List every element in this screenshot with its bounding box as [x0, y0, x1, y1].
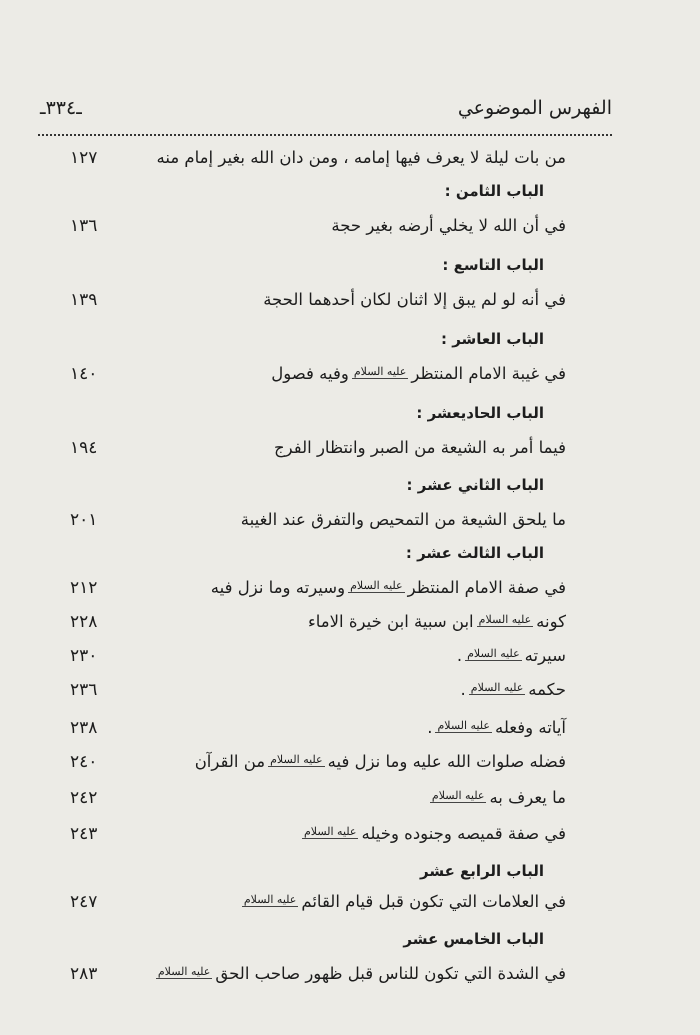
entry-main-text: الباب الثامن : [444, 182, 544, 200]
chapter-heading [0, 178, 700, 212]
index-entry [0, 360, 700, 394]
entry-main-text: في صفة الامام المنتظر [407, 578, 566, 597]
entry-page-number: ١٤٠ [70, 364, 98, 384]
entry-main-text: في صفة قميصه وجنوده وخيله [361, 824, 566, 843]
index-entry [0, 506, 700, 540]
entry-page-number: ٢٤٢ [70, 788, 98, 808]
entry-main-text: الباب الحاديعشر : [416, 404, 544, 422]
chapter-heading [0, 472, 700, 506]
entry-tail-text: . [460, 680, 466, 699]
index-entry [0, 608, 700, 642]
entry-page-number: ١٣٩ [70, 290, 98, 310]
entry-page-number: ٢٣٨ [70, 718, 98, 738]
entry-main-text: في غيبة الامام المنتظر [411, 364, 566, 383]
entry-tail-text: ابن سبية ابن خيرة الاماء [308, 612, 474, 631]
honorific-glyph: عليه السلام [303, 825, 357, 838]
honorific-glyph: عليه السلام [478, 613, 532, 626]
entry-page-number: ٢٣٠ [70, 646, 98, 666]
entry-text [461, 680, 566, 699]
chapter-heading [0, 400, 700, 434]
entry-tail-text: وسيرته وما نزل فيه [210, 578, 346, 597]
honorific-glyph: عليه السلام [157, 965, 211, 978]
index-entry [0, 144, 700, 178]
chapter-heading-text [407, 476, 544, 494]
entry-tail-text: من القرآن [194, 752, 266, 771]
honorific-glyph: عليه السلام [467, 647, 520, 660]
index-entry [0, 784, 700, 818]
entry-text [263, 290, 566, 309]
entry-text [271, 364, 566, 383]
chapter-heading [0, 326, 700, 360]
chapter-heading-text [442, 256, 544, 274]
chapter-heading-text [441, 330, 544, 348]
index-entry [0, 748, 700, 782]
entry-main-text: ما يلحق الشيعة من التمحيص والتفرق عند الغيبة [240, 510, 566, 529]
page-title: الفهرس الموضوعي [457, 97, 612, 119]
honorific-glyph: عليه السلام [437, 719, 490, 732]
entry-main-text: فيما أمر به الشيعة من الصبر وانتظار الفرج [274, 438, 566, 457]
entry-tail-text: . [427, 718, 433, 737]
entry-main-text: في الشدة التي تكون للناس قبل ظهور صاحب الحق [215, 964, 566, 983]
honorific-glyph: عليه السلام [350, 579, 403, 592]
chapter-heading [0, 540, 700, 574]
entry-page-number: ١٣٦ [70, 216, 98, 236]
entry-page-number: ١٢٧ [70, 148, 98, 168]
index-entry [0, 434, 700, 468]
entry-page-number: ٢٤٠ [70, 752, 98, 772]
entry-text [274, 438, 566, 457]
index-entry [0, 888, 700, 922]
entry-tail-text: وفيه فصول [271, 364, 349, 383]
chapter-heading-text [445, 182, 544, 200]
page-number: ـ٣٣٤ـ [40, 97, 82, 119]
entry-page-number: ٢٢٨ [70, 612, 98, 632]
entry-main-text: من بات ليلة لا يعرف فيها إمامه ، ومن دان الله بغير إمام منه [156, 148, 566, 167]
honorific-glyph: عليه السلام [431, 789, 485, 802]
index-entry [0, 960, 700, 994]
honorific-glyph: عليه السلام [270, 753, 323, 766]
entry-main-text: فضله صلوات الله عليه وما نزل فيه [327, 752, 566, 771]
entry-page-number: ٢٨٣ [70, 964, 98, 984]
entry-main-text: الباب الرابع عشر [419, 862, 544, 880]
index-entry [0, 676, 700, 710]
entry-main-text: في أنه لو لم يبق إلا اثنان لكان أحدهما الحجة [263, 290, 566, 309]
entry-text [457, 646, 566, 665]
honorific-glyph: عليه السلام [470, 681, 524, 694]
entry-text [299, 824, 566, 843]
chapter-heading [0, 926, 700, 960]
honorific-glyph: عليه السلام [353, 365, 407, 378]
entry-main-text: الباب الخامس عشر [403, 930, 544, 948]
chapter-heading [0, 858, 700, 892]
entry-text [241, 510, 566, 529]
index-entry [0, 212, 700, 246]
honorific-glyph: عليه السلام [243, 893, 297, 906]
entry-main-text: كونه [536, 612, 566, 631]
entry-main-text: آياته وفعله [494, 718, 566, 737]
page-header [40, 92, 612, 124]
entry-text [239, 892, 566, 911]
index-entry [0, 714, 700, 748]
chapter-heading [0, 252, 700, 286]
index-entry [0, 286, 700, 320]
index-entry [0, 574, 700, 608]
entry-main-text: سيرته [524, 646, 566, 665]
entry-page-number: ٢٤٣ [70, 824, 98, 844]
entry-main-text: حكمه [528, 680, 566, 699]
entry-page-number: ٢١٢ [70, 578, 98, 598]
entry-page-number: ١٩٤ [70, 438, 98, 458]
entry-text [308, 612, 566, 631]
entry-main-text: الباب الثاني عشر : [406, 476, 544, 494]
entry-text [157, 148, 566, 167]
entry-main-text: في العلامات التي تكون قبل قيام القائم [301, 892, 566, 911]
chapter-heading-text [416, 404, 544, 422]
entry-page-number: ٢٤٧ [70, 892, 98, 912]
entry-text [211, 578, 566, 597]
entry-main-text: في أن الله لا يخلي أرضه بغير حجة [331, 216, 566, 235]
chapter-heading-text [406, 544, 544, 562]
entry-text [427, 788, 566, 807]
chapter-heading-text [403, 930, 544, 948]
index-entry [0, 820, 700, 854]
entry-page-number: ٢٠١ [70, 510, 98, 530]
entry-main-text: ما يعرف به [489, 788, 566, 807]
header-divider [38, 134, 612, 136]
entry-tail-text: . [456, 646, 463, 665]
entry-text [153, 964, 566, 983]
entry-text [331, 216, 566, 235]
entry-page-number: ٢٣٦ [70, 680, 98, 700]
entry-main-text: الباب التاسع : [442, 256, 544, 274]
entry-text [195, 752, 566, 771]
index-entry [0, 642, 700, 676]
entry-main-text: الباب الثالث عشر : [405, 544, 544, 562]
chapter-heading-text [420, 862, 544, 880]
entry-main-text: الباب العاشر : [440, 330, 544, 348]
entry-text [427, 718, 566, 737]
